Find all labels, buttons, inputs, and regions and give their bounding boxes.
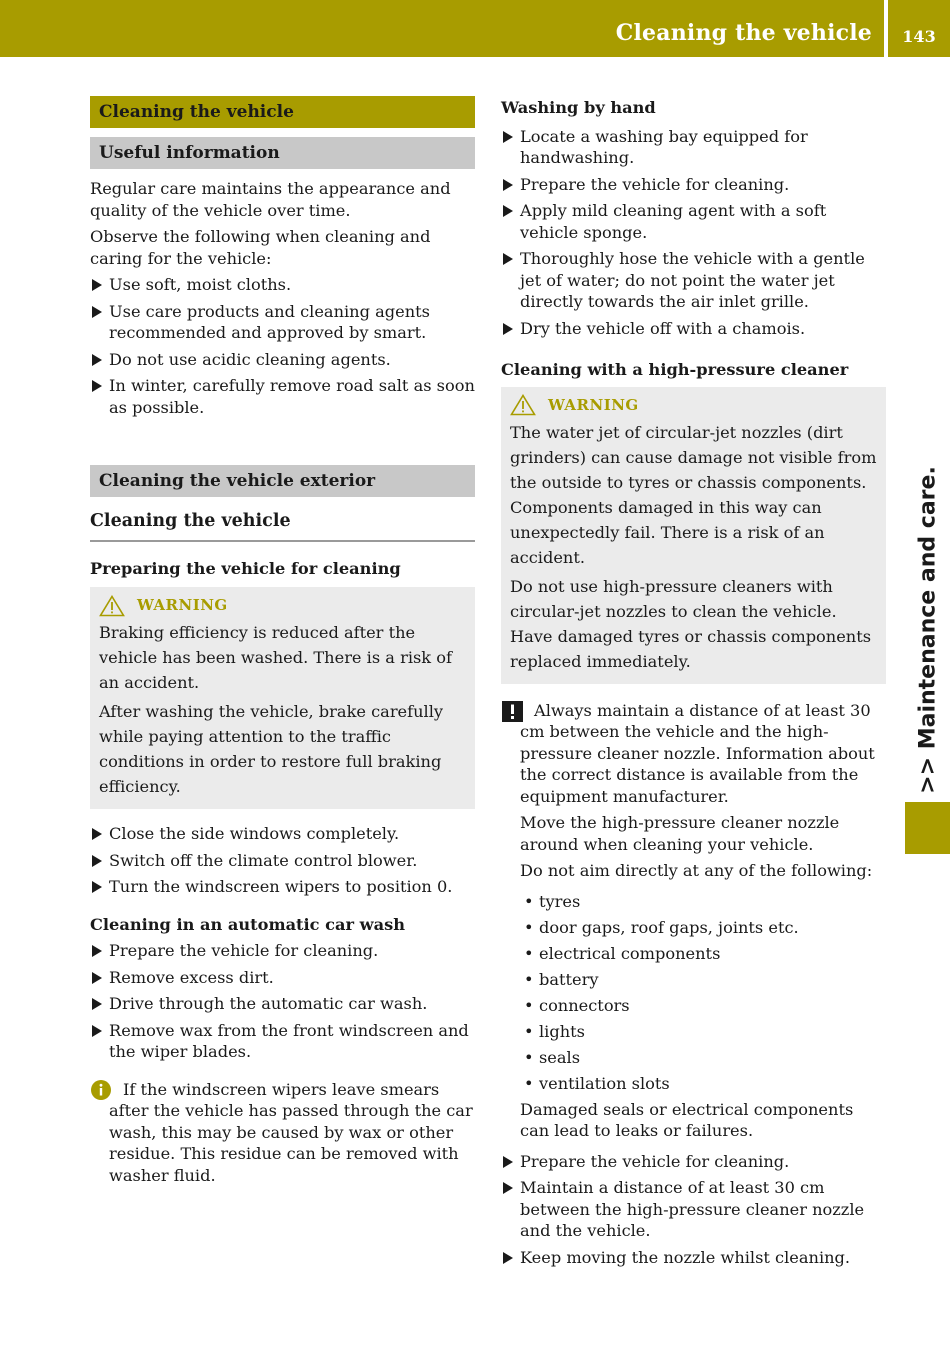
list-item: Prepare the vehicle for cleaning.	[90, 940, 475, 962]
carwash-list	[90, 940, 475, 1063]
list-item: • lights	[520, 1021, 886, 1043]
list-item: Remove wax from the front windscreen and the wiper blades.	[90, 1020, 475, 1063]
exterior-heading: Cleaning the vehicle exterior	[90, 465, 475, 497]
warning-label: WARNING	[137, 596, 228, 614]
list-item: Keep moving the nozzle whilst cleaning.	[501, 1247, 886, 1269]
warning-box	[90, 587, 475, 809]
list-item: Do not use acidic cleaning agents.	[90, 349, 475, 371]
list-item: Close the side windows completely.	[90, 823, 475, 845]
intro-paragraph: Observe the following when cleaning and caring for the vehicle:	[90, 227, 431, 268]
high-pressure-list	[501, 1151, 886, 1269]
list-item: Turn the windscreen wipers to position 0.	[90, 876, 475, 898]
warning-box	[501, 387, 886, 684]
info-note-text: If the windscreen wipers leave smears after the vehicle has passed through the car wash, this may be caused by wax or other residue. This residue can be removed with washer fluid.	[109, 1079, 473, 1185]
aim-list	[520, 891, 886, 1095]
chapter-tab-marker	[905, 802, 950, 854]
info-icon	[91, 1080, 111, 1100]
care-list	[90, 274, 475, 418]
useful-info-heading: Useful information	[90, 137, 475, 169]
section-title: Cleaning the vehicle	[90, 96, 475, 128]
hand-wash-list	[501, 126, 886, 340]
list-item: • seals	[520, 1047, 886, 1069]
list-item: Maintain a distance of at least 30 cm between the high-pressure cleaner nozzle and the vehicle.	[501, 1177, 886, 1242]
list-item: • electrical components	[520, 943, 886, 965]
warning-triangle-icon	[99, 595, 125, 617]
list-item: Thoroughly hose the vehicle with a gentle jet of water; do not point the water jet directly towards the air inlet grille.	[501, 248, 886, 313]
high-pressure-heading: Cleaning with a high-pressure cleaner	[501, 360, 849, 379]
list-item: Use care products and cleaning agents recommended and approved by smart.	[90, 301, 475, 344]
list-item: Apply mild cleaning agent with a soft vehicle sponge.	[501, 200, 886, 243]
carwash-heading: Cleaning in an automatic car wash	[90, 914, 405, 934]
prep-list	[90, 823, 475, 898]
list-item: Switch off the climate control blower.	[90, 850, 475, 872]
list-item: Dry the vehicle off with a chamois.	[501, 318, 886, 340]
warning-triangle-icon	[510, 394, 536, 416]
list-item: • connectors	[520, 995, 886, 1017]
notice-text: Do not aim directly at any of the following:	[520, 861, 873, 880]
list-item: In winter, carefully remove road salt as soon as possible.	[90, 375, 475, 418]
intro-paragraph: Regular care maintains the appearance and quality of the vehicle over time.	[90, 179, 451, 220]
page-number: 143	[902, 27, 936, 46]
list-item: • tyres	[520, 891, 886, 913]
list-item: Use soft, moist cloths.	[90, 274, 475, 296]
list-item: Prepare the vehicle for cleaning.	[501, 174, 886, 196]
ruled-heading: Cleaning the vehicle	[90, 511, 475, 542]
left-column	[90, 96, 475, 1186]
warning-text: After washing the vehicle, brake carefully while paying attention to the traffic conditions in order to restore full braking efficiency.	[99, 702, 444, 796]
list-item: Prepare the vehicle for cleaning.	[501, 1151, 886, 1173]
warning-header	[99, 593, 466, 618]
preparing-heading: Preparing the vehicle for cleaning	[90, 558, 401, 578]
page-title: Cleaning the vehicle	[615, 20, 872, 46]
warning-header	[510, 393, 877, 418]
warning-text: Braking efficiency is reduced after the vehicle has been washed. There is a risk of an accident.	[99, 623, 452, 692]
hand-wash-heading: Washing by hand	[501, 98, 656, 117]
list-item: • ventilation slots	[520, 1073, 886, 1095]
notice-text: Move the high-pressure cleaner nozzle around when cleaning your vehicle.	[520, 813, 840, 854]
chapter-tab-label: >> Maintenance and care.	[915, 466, 941, 794]
warning-label: WARNING	[548, 395, 639, 414]
warning-text: The water jet of circular-jet nozzles (dirt grinders) can cause damage not visible from the outside to tyres or chassis components. Components damaged in this way can unexpectedly fail. There is a risk of an accident.	[510, 422, 877, 567]
list-item: Locate a washing bay equipped for handwashing.	[501, 126, 886, 169]
notice-text: Damaged seals or electrical components can lead to leaks or failures.	[520, 1099, 854, 1140]
list-item: Remove excess dirt.	[90, 967, 475, 989]
list-item: Drive through the automatic car wash.	[90, 993, 475, 1015]
notice-block	[501, 700, 886, 882]
list-item: • battery	[520, 969, 886, 991]
right-column	[501, 97, 886, 1273]
exclamation-icon	[502, 701, 523, 722]
notice-text: Always maintain a distance of at least 30 cm between the vehicle and the high-pressure cleaner nozzle. Information about the correct distance is available from the equipment manufacturer.	[520, 700, 875, 806]
warning-text: Do not use high-pressure cleaners with circular-jet nozzles to clean the vehicle. Have damaged tyres or chassis components replaced immediately.	[510, 576, 872, 671]
list-item: • door gaps, roof gaps, joints etc.	[520, 917, 886, 939]
info-note	[90, 1079, 475, 1187]
